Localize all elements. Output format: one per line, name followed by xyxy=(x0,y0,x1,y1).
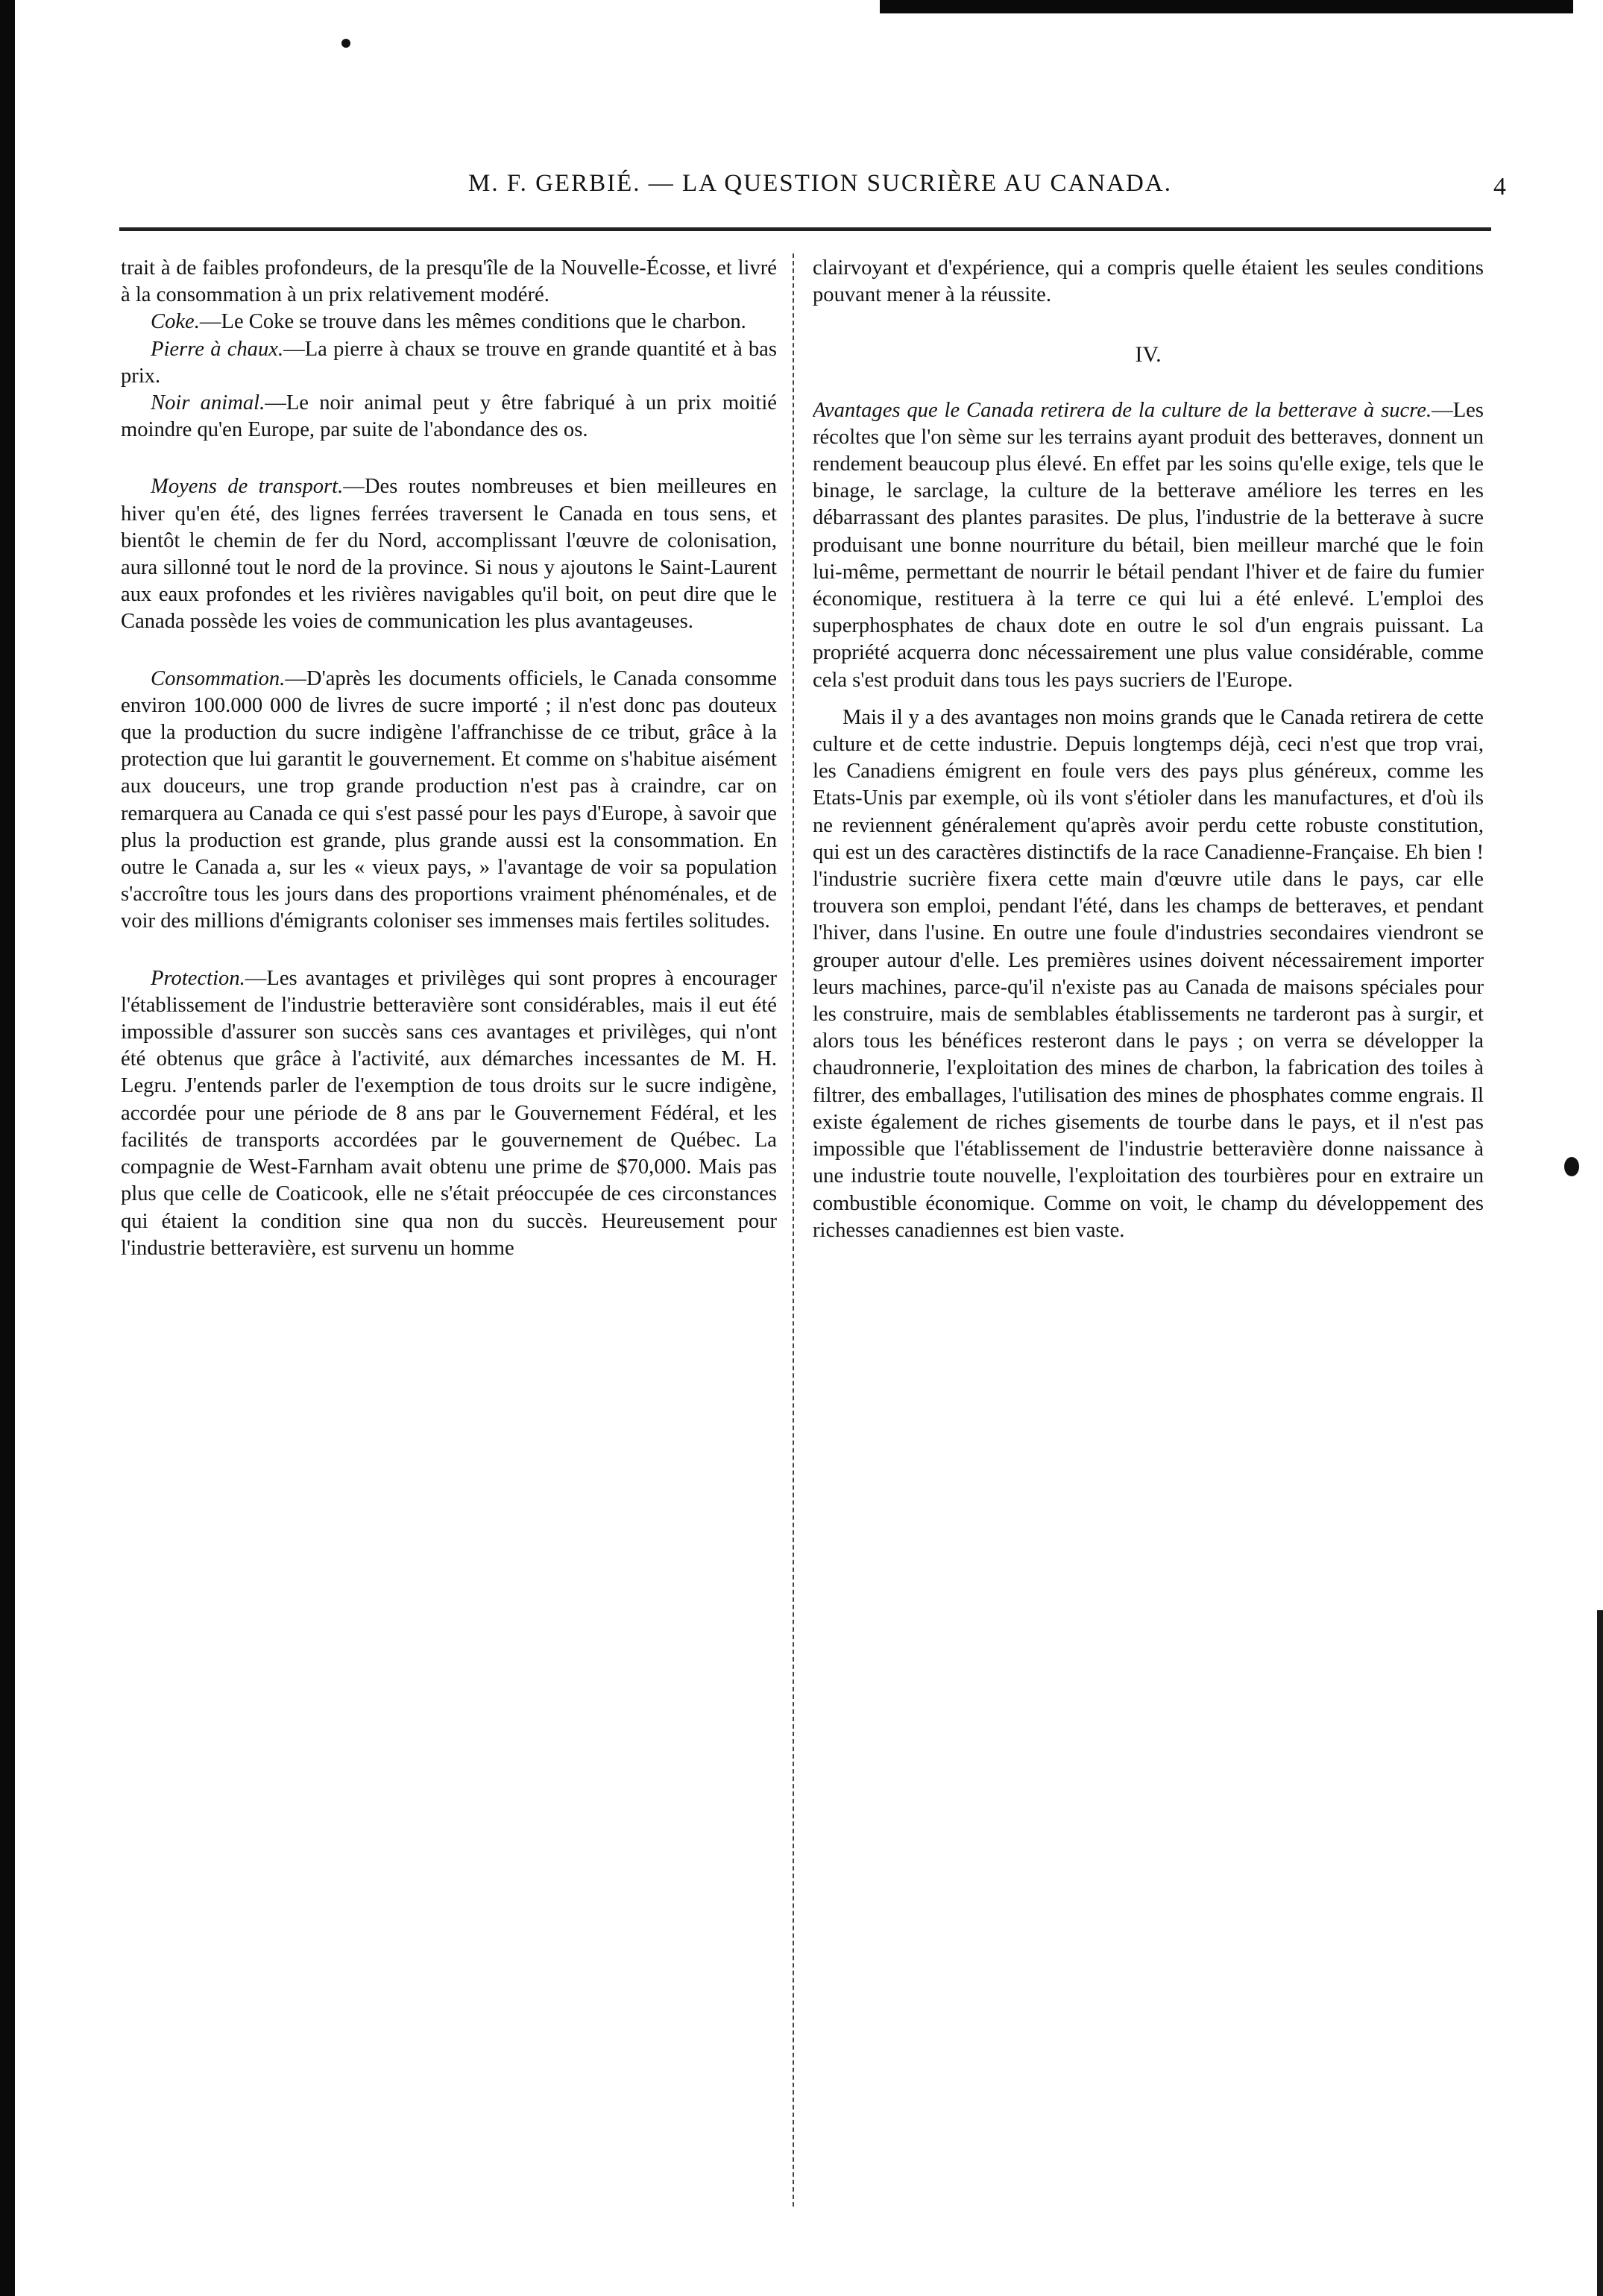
paragraph-lead: Moyens de transport. xyxy=(151,475,344,499)
paragraph xyxy=(121,336,777,390)
paragraph-text: Mais il y a des avantages non moins grands que le Canada retirera de cette culture et de cette industrie. Depuis longtemps déjà, ceci n'est que trop vrai, les Canadiens émigrent en foule vers des pays plus généreux, comme les Etats-Unis par exemple, où ils vont s'étioler dans les manufactures, et d'où ils ne reviennent généralement qu'après avoir perdu cette robuste constitution, qui est un des caractères distinctifs de la race Canadienne-Française. Eh bien ! l'industrie sucrière fixera cette main d'œuvre utile dans le pays, car elle trouvera son emploi, pendant l'été, dans les champs de betteraves, et pendant l'hiver, dans l'usine. En outre une foule d'industries secondaires viendront se grouper autour d'elle. Les premières usines doivent nécessairement importer leurs machines, parce-qu'il n'existe pas au Canada de maisons spéciales pour les construire, mais de semblables établissements ne tarderont pas à surgir, et alors tous les bénéfices resteront dans le pays ; on verra se développer la chaudronnerie, l'exploitation des mines de charbon, la fabrication des toiles à filtrer, des emballages, l'utilisation des mines de phosphates comme engrais. Il existe également de riches gisements de tourbe dans le pays, et il n'est pas impossible que l'établissement de l'industrie betteravière donne naissance à une industrie toute nouvelle, l'exploitation des tourbières pour en extraire un combustible économique. Comme on voit, le champ du développement des richesses canadiennes est bien vaste. xyxy=(813,705,1484,1242)
paragraph xyxy=(121,965,777,1262)
paragraph xyxy=(121,666,777,936)
paragraph xyxy=(813,704,1484,1244)
right-column xyxy=(813,255,1484,2208)
scan-rule-right xyxy=(1597,1610,1603,2296)
left-column xyxy=(121,255,777,2208)
paragraph-lead: Consommation. xyxy=(151,666,286,690)
paragraph xyxy=(121,390,777,444)
running-head xyxy=(112,170,1528,215)
paragraph xyxy=(813,397,1484,694)
paragraph-text: —La pierre à chaux se trouve en grande quantité et à bas prix. xyxy=(121,337,777,388)
column-divider xyxy=(793,253,794,2207)
paragraph-lead: Pierre à chaux. xyxy=(151,337,284,361)
scan-rule-top xyxy=(880,0,1573,13)
page-number: 4 xyxy=(1493,173,1506,201)
paragraph-text: —Le Coke se trouve dans les mêmes conditions que le charbon. xyxy=(199,310,746,334)
section-number: IV. xyxy=(1135,342,1162,368)
header-rule xyxy=(119,227,1491,231)
paragraph-lead: Protection. xyxy=(151,966,245,990)
paragraph-text: —Les récoltes que l'on sème sur les terrains ayant produit des betteraves, donnent un rendement beaucoup plus élevé. En effet par les soins qu'elle exige, tels que le binage, le sarclage, la culture de la betterave améliore les terres en les débarrassant des plantes parasites. De plus, l'industrie de la betterave à sucre produisant une bonne nourriture du bétail, bien meilleur marché que le foin lui-même, permettant de nourrir le bétail pendant l'hiver et de faire du fumier économique, restituera à la terre ce qui lui a été enlevé. L'emploi des superphosphates de chaux dote en outre le sol d'un engrais puissant. La propriété acquerra donc nécessairement une plus value considérable, comme cela s'est produit dans tous les pays sucriers de l'Europe. xyxy=(813,398,1484,692)
scan-speck xyxy=(1564,1157,1579,1176)
paragraph-lead: Coke. xyxy=(151,310,200,334)
scan-edge-left xyxy=(0,0,15,2296)
scan-speck xyxy=(341,39,350,48)
paragraph-text: —Le noir animal peut y être fabriqué à un prix moitié moindre qu'en Europe, par suite de l'abondance des os. xyxy=(121,391,777,442)
paragraph xyxy=(121,309,777,335)
paragraph-lead: Noir animal. xyxy=(151,391,265,415)
paragraph-text: —Des routes nombreuses et bien meilleures en hiver qu'en été, des lignes ferrées traversent le Canada en tous sens, et bientôt le chemin de fer du Nord, accomplissant l'œuvre de colonisation, aura sillonné tout le nord de la province. Si nous y ajoutons le Saint-Laurent aux eaux profondes et les rivières navigables qu'il boit, on peut dire que le Canada possède les voies de communication les plus avantageuses. xyxy=(121,475,777,634)
paragraph-text: —Les avantages et privilèges qui sont propres à encourager l'établissement de l'industrie betteravière sont considérables, mais il eut été impossible d'assurer son succès sans ces avantages et privilèges, qui n'ont été obtenus que grâce à l'activité, aux démarches incessantes de M. H. Legru. J'entends parler de l'exemption de tous droits sur le sucre indigène, accordée pour une période de 8 ans par le Gouvernement Fédéral, et les facilités de transports accordées par le gouvernement de Québec. La compagnie de West-Farnham avait obtenu une prime de $70,000. Mais pas plus que celle de Coaticook, elle ne s'était préoccupée de ces circonstances qui étaient la condition sine qua non du succès. Heureusement pour l'industrie betteravière, est survenu un homme xyxy=(121,966,777,1260)
paragraph-text: trait à de faibles profondeurs, de la presqu'île de la Nouvelle-Écosse, et livré à la consommation à un prix relativement modéré. xyxy=(121,256,777,307)
paragraph xyxy=(121,255,777,309)
paragraph-text: —D'après les documents officiels, le Canada consomme environ 100.000 000 de livres de sucre importé ; il n'est donc pas douteux que la production du sucre indigène l'affranchisse de ce tribut, grâce à la protection que lui garantit le gouvernement. Et comme on s'habitue aisément aux douceurs, une trop grande production n'est pas à craindre, car on remarquera au Canada ce qui s'est passé pour les pays d'Europe, à savoir que plus la production est grande, plus grande aussi est la consommation. En outre le Canada a, sur les « vieux pays, » l'avantage de voir sa population s'accroître tous les jours dans des proportions vraiment phénoménales, et de voir des millions d'émigrants coloniser ses immenses mais fertiles solitudes. xyxy=(121,666,777,933)
running-head-title: M. F. GERBIÉ. — LA QUESTION SUCRIÈRE AU CANADA. xyxy=(468,170,1172,197)
section-title: Avantages que le Canada retirera de la culture de la betterave à sucre. xyxy=(813,398,1432,422)
paragraph xyxy=(813,255,1484,309)
paragraph xyxy=(121,473,777,635)
paragraph-text: clairvoyant et d'expérience, qui a compris quelle étaient les seules conditions pouvant mener à la réussite. xyxy=(813,256,1484,307)
